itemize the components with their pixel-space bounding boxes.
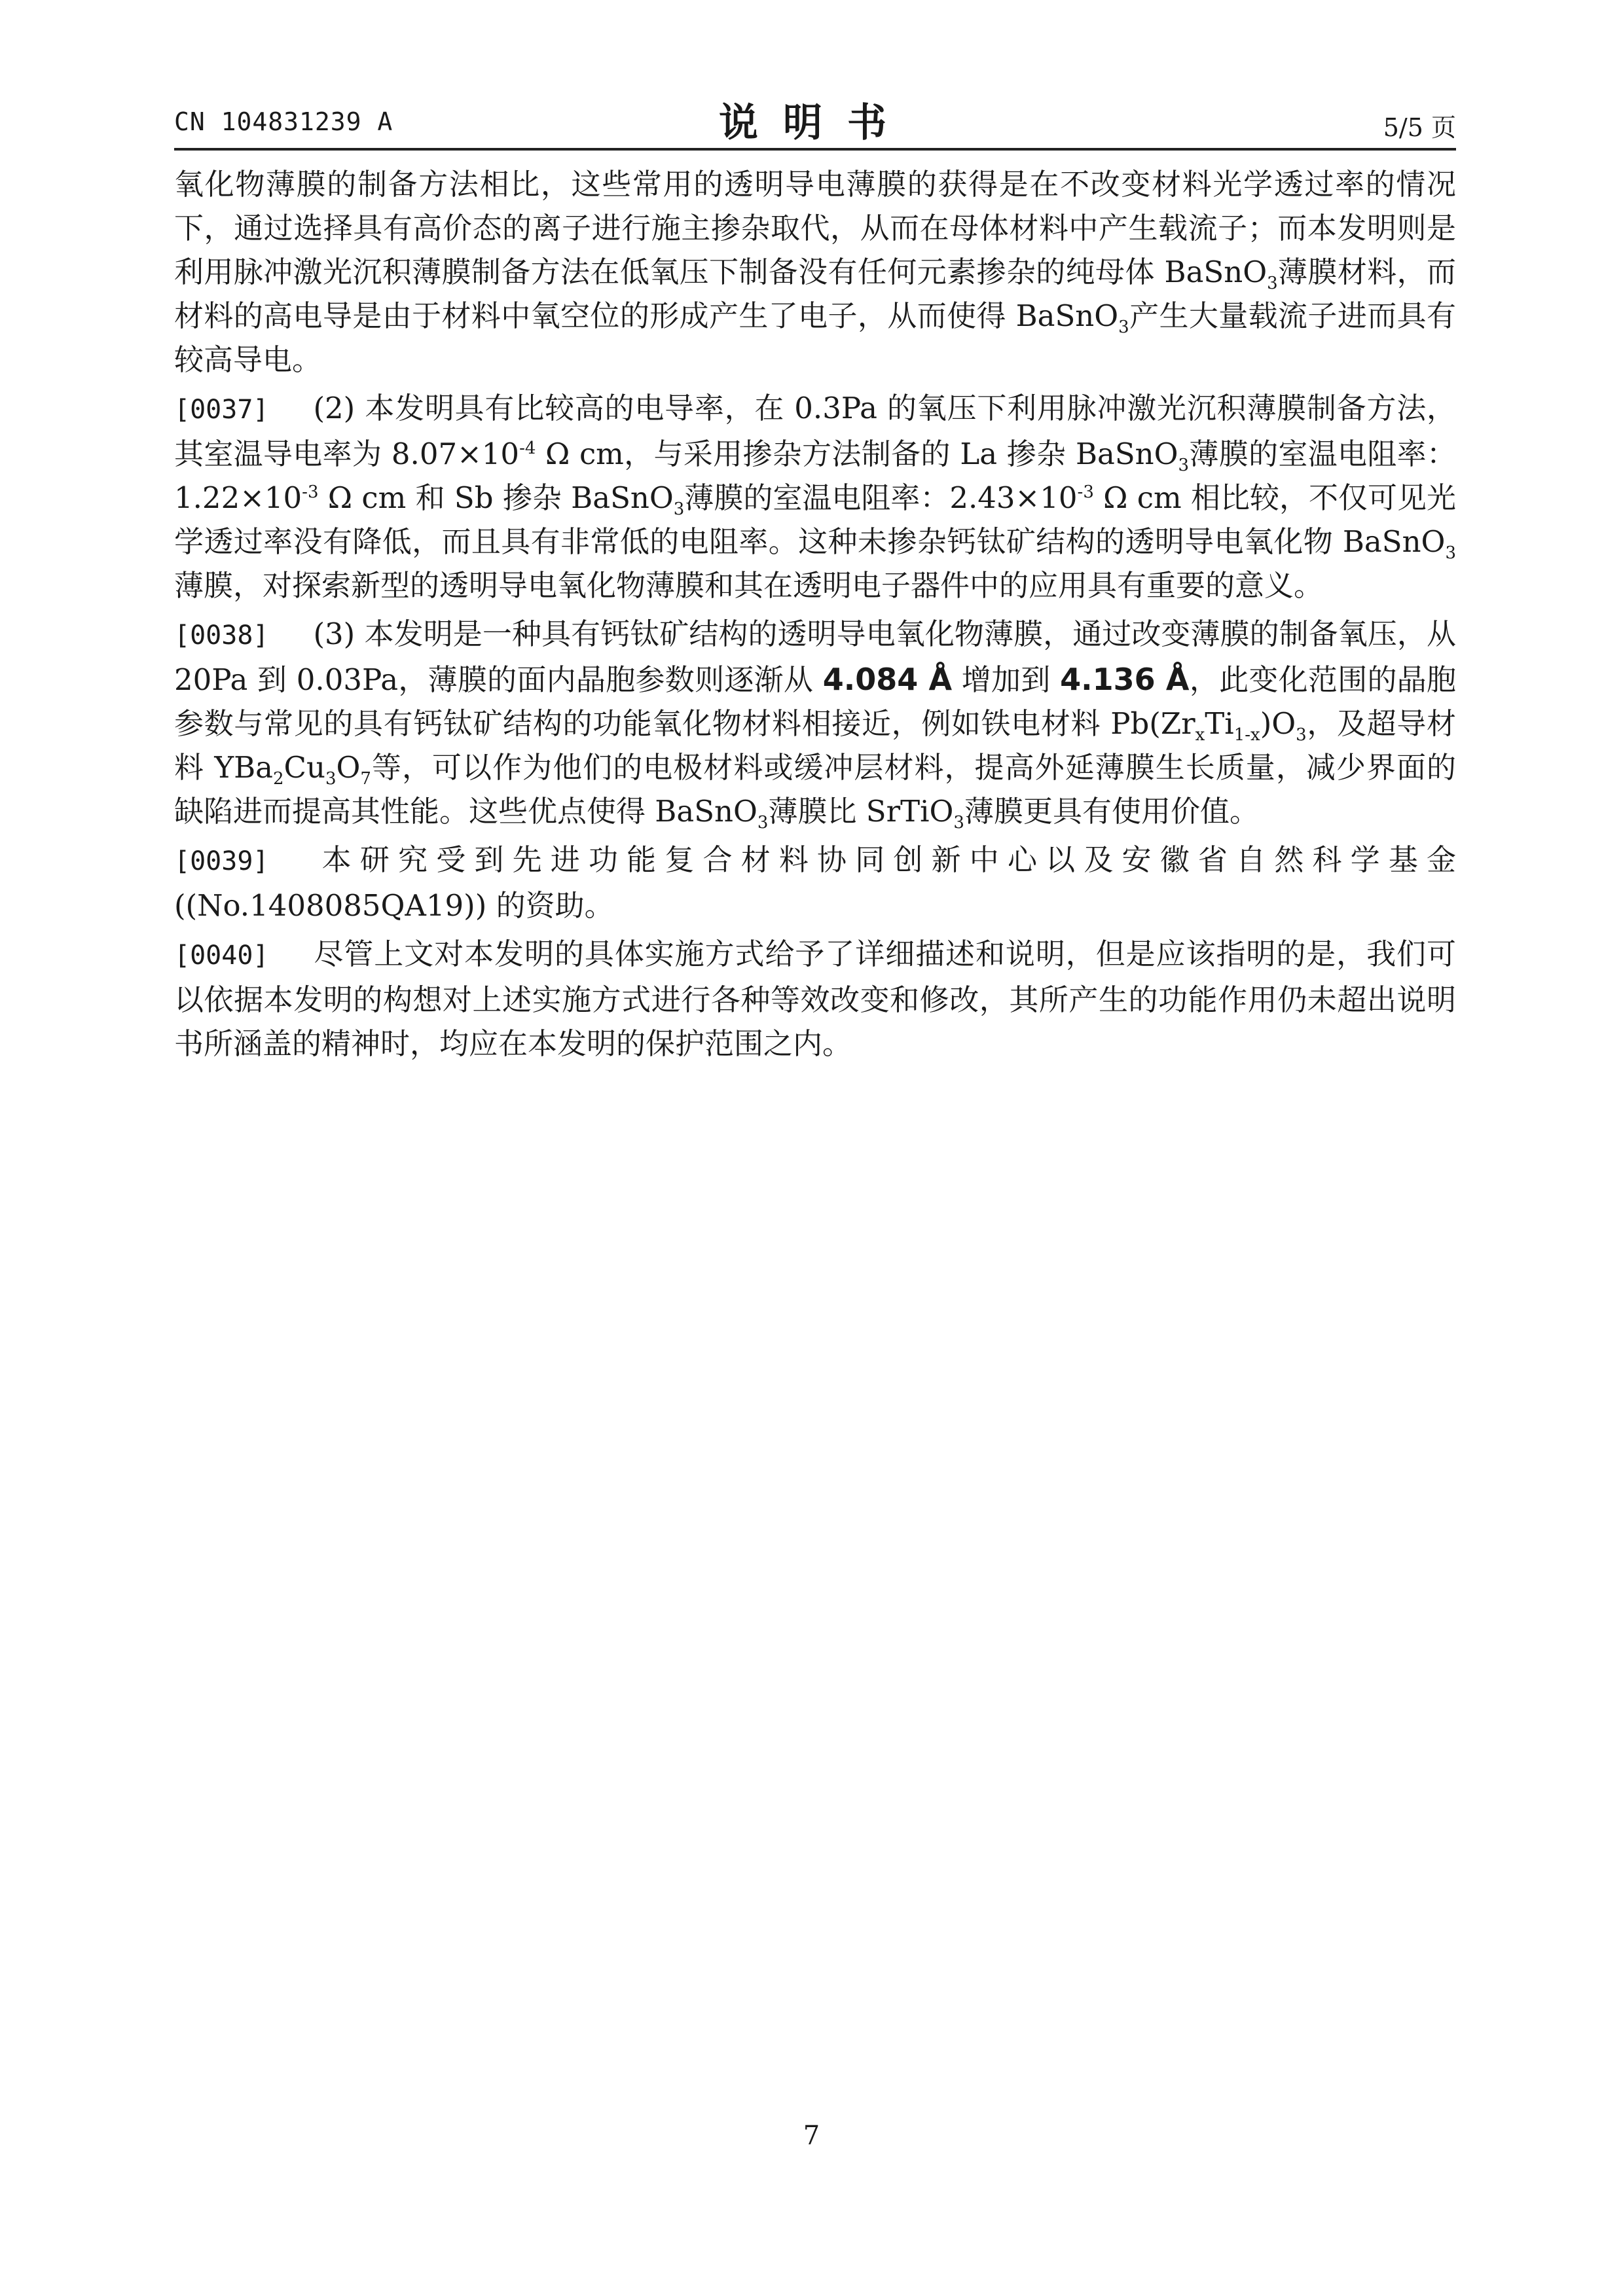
paragraph-0039 <box>174 838 1456 927</box>
text-run: 尽管上文对本发明的具体实施方式给予了详细描述和说明，但是应该指明的是，我们可以依据本发明的构想对上述实施方式进行各种等效改变和修改，其所产生的功能作用仍未超出说明书所涵盖的精神时，均应在本发明的保护范围之内。 <box>174 937 1456 1061</box>
paragraph-number: [0037] <box>174 395 269 425</box>
superscript: -3 <box>1077 482 1094 502</box>
superscript: -3 <box>302 482 319 502</box>
text-run: O <box>336 750 361 785</box>
text-run: Ω cm，与采用掺杂方法制备的 La 掺杂 BaSnO <box>536 437 1178 471</box>
text-run: ，及超导材料 YBa <box>174 706 1456 785</box>
text-run: 薄膜，对探索新型的透明导电氧化物薄膜和其在透明电子器件中的应用具有重要的意义。 <box>174 568 1324 603</box>
subscript: 3 <box>325 769 337 789</box>
subscript: 3 <box>757 813 769 833</box>
subscript: 3 <box>673 499 685 519</box>
paragraph-number: [0038] <box>174 620 269 651</box>
text-run: (3) 本发明是一种具有钙钛矿结构的透明导电氧化物薄膜，通过改变薄膜的制备氧压，从 20Pa 到 0.03Pa，薄膜的面内晶胞参数则逐渐从 <box>174 617 1456 697</box>
text-run: Ω cm 和 Sb 掺杂 BaSnO <box>318 480 674 515</box>
subscript: 7 <box>360 769 371 789</box>
text-run: 氧化物薄膜的制备方法相比，这些常用的透明导电薄膜的获得是在不改变材料光学透过率的情况下，通过选择具有高价态的离子进行施主掺杂取代，从而在母体材料中产生载流子；而本发明则是利用脉冲激光沉积薄膜制备方法在低氧压下制备没有任何元素掺杂的纯母体 BaSnO <box>174 167 1456 289</box>
paragraph-continuation <box>174 162 1456 382</box>
subscript: x <box>1195 725 1205 745</box>
paragraph-number: [0039] <box>174 846 269 876</box>
text-run: Ti <box>1205 706 1234 741</box>
lattice-value-end: 4.136 Å <box>1060 662 1190 697</box>
header-rule <box>174 148 1456 151</box>
page-header <box>174 92 1456 151</box>
document-title: 说明书 <box>719 100 911 146</box>
publication-number: CN 104831239 A <box>174 107 393 136</box>
text-run: 等，可以作为他们的电极材料或缓冲层材料，提高外延薄膜生长质量，减少界面的缺陷进而提高其性能。这些优点使得 BaSnO <box>174 750 1456 829</box>
text-run: 产生大量载流子进而具有较高导电。 <box>174 298 1456 377</box>
subscript: 3 <box>1267 274 1278 293</box>
subscript: 1-x <box>1233 725 1260 745</box>
text-run: 增加到 <box>952 662 1061 697</box>
subscript: 3 <box>953 813 964 833</box>
paragraph-0040 <box>174 932 1456 1066</box>
subscript: 3 <box>1445 543 1456 563</box>
text-run: (2) 本发明具有比较高的电导率，在 0.3Pa 的氧压下利用脉冲激光沉积薄膜制备方法，其室温导电率为 8.07×10 <box>174 391 1456 471</box>
text-run: 薄膜比 SrTiO <box>768 794 954 829</box>
text-run: 本研究受到先进功能复合材料协同创新中心以及安徽省自然科学基金 ((No.1408085QA19)) 的资助。 <box>174 842 1456 923</box>
subscript: 3 <box>1296 725 1307 745</box>
page-of-total: 5/5 页 <box>1383 113 1456 142</box>
superscript: -4 <box>519 439 536 458</box>
lattice-value-start: 4.084 Å <box>822 662 953 697</box>
text-run: 薄膜的室温电阻率：1.22×10 <box>174 437 1457 515</box>
text-run: Cu <box>283 750 325 785</box>
subscript: 2 <box>272 769 284 789</box>
text-run: Ω cm 相比较，不仅可见光学透过率没有降低，而且具有非常低的电阻率。这种未掺杂钙钛矿结构的透明导电氧化物 BaSnO <box>174 480 1456 559</box>
description-body <box>174 162 1456 1066</box>
subscript: 3 <box>1178 456 1190 475</box>
page-number: 7 <box>803 2121 820 2151</box>
text-run: )O <box>1260 706 1296 741</box>
text-run: ，此变化范围的晶胞参数与常见的具有钙钛矿结构的功能氧化物材料相接近，例如铁电材料 Pb(Zr <box>174 662 1457 741</box>
paragraph-0038 <box>174 612 1456 833</box>
text-run: 薄膜材料，而材料的高电导是由于材料中氧空位的形成产生了电子，从而使得 BaSnO <box>174 255 1456 333</box>
paragraph-number: [0040] <box>174 941 269 971</box>
text-run: 薄膜的室温电阻率：2.43×10 <box>684 480 1078 515</box>
paragraph-0037 <box>174 386 1456 607</box>
text-run: 薄膜更具有使用价值。 <box>964 794 1259 829</box>
subscript: 3 <box>1118 317 1129 337</box>
